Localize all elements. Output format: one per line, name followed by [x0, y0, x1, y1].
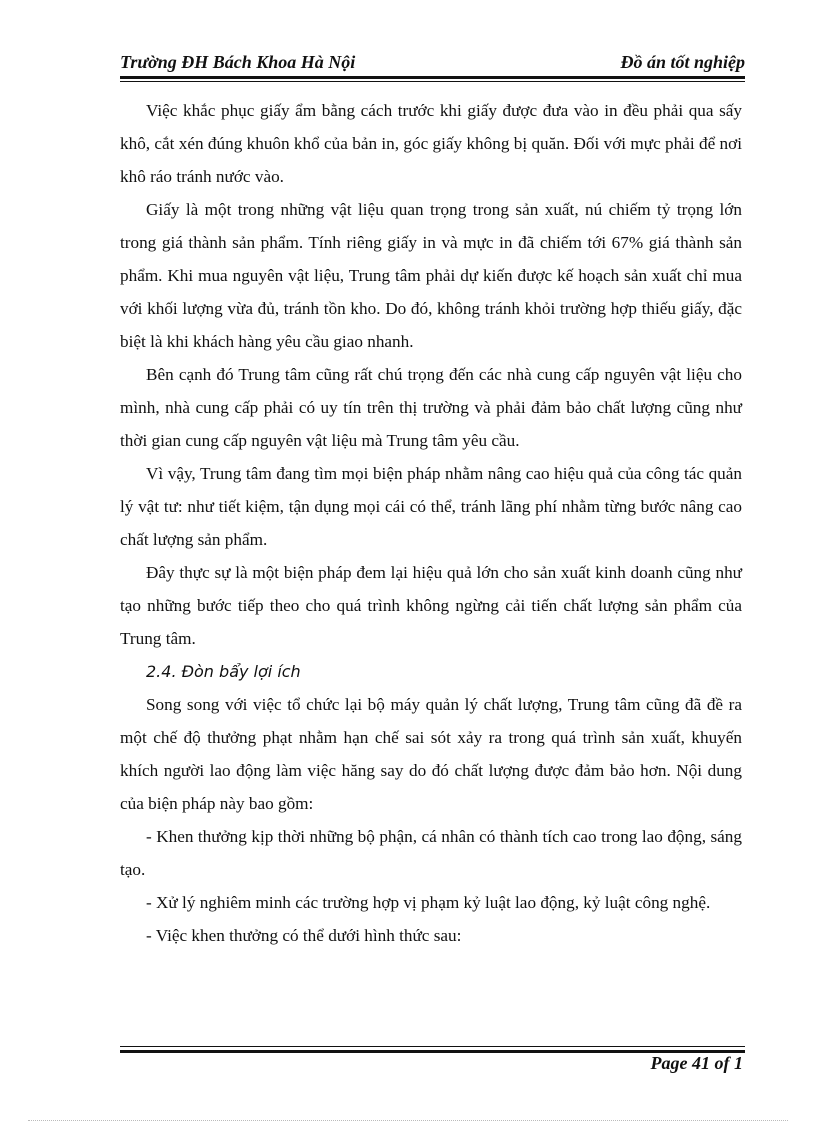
paragraph: Việc khắc phục giấy ẩm bằng cách trước khi giấy được đưa vào in đều phải qua sấy khô, cắt xén đúng khuôn khổ của bản in, góc giấy không bị quăn. Đối với mực phải để nơi khô ráo tránh nước vào. — [120, 101, 742, 186]
footer-rule-thin — [120, 1046, 745, 1047]
section-heading: 2.4. Đòn bẩy lợi ích — [146, 662, 301, 681]
page-header — [120, 52, 745, 74]
list-item: - Khen thưởng kịp thời những bộ phận, cá nhân có thành tích cao trong lao động, sáng tạo. — [120, 827, 742, 879]
paragraph: Giấy là một trong những vật liệu quan trọng trong sản xuất, nú chiếm tỷ trọng lớn trong giá thành sản phẩm. Tính riêng giấy in và mực in đã chiếm tới 67% giá thành sản phẩm. Khi mua nguyên vật liệu, Trung tâm phải dự kiến được kế hoạch sản xuất chỉ mua với khối lượng vừa đủ, tránh tồn kho. Do đó, không tránh khỏi trường hợp thiếu giấy, đặc biệt là khi khách hàng yêu cầu giao nhanh. — [120, 200, 742, 351]
paragraph: Bên cạnh đó Trung tâm cũng rất chú trọng đến các nhà cung cấp nguyên vật liệu cho mình, nhà cung cấp phải có uy tín trên thị trường và phải đảm bảo chất lượng cũng như thời gian cung cấp nguyên vật liệu mà Trung tâm yêu cầu. — [120, 365, 742, 450]
header-rule-thick — [120, 76, 745, 79]
page-edge-divider — [28, 1120, 788, 1121]
page-number: Page 41 of 1 — [650, 1053, 743, 1073]
list-item: - Xử lý nghiêm minh các trường hợp vị phạm kỷ luật lao động, kỷ luật công nghệ. — [146, 893, 711, 912]
header-doc-title: Đồ án tốt nghiệp — [620, 52, 745, 72]
paragraph: Vì vậy, Trung tâm đang tìm mọi biện pháp nhằm nâng cao hiệu quả của công tác quản lý vật tư: như tiết kiệm, tận dụng mọi cái có thể, tránh lãng phí nhằm từng bước nâng cao chất lượng sản phẩm. — [120, 464, 742, 549]
paragraph: Song song với việc tổ chức lại bộ máy quản lý chất lượng, Trung tâm cũng đã đề ra một chế độ thưởng phạt nhằm hạn chế sai sót xảy ra trong quá trình sản xuất, khuyến khích người lao động làm việc hăng say do đó chất lượng được đảm bảo hơn. Nội dung của biện pháp này bao gồm: — [120, 695, 742, 813]
header-school: Trường ĐH Bách Khoa Hà Nội — [120, 52, 356, 72]
header-rule-thin — [120, 81, 745, 82]
list-item: - Việc khen thưởng có thể dưới hình thức sau: — [146, 926, 462, 945]
paragraph: Đây thực sự là một biện pháp đem lại hiệu quả lớn cho sản xuất kinh doanh cũng như tạo những bước tiếp theo cho quá trình không ngừng cải tiến chất lượng sản phẩm của Trung tâm. — [120, 563, 742, 648]
document-body — [120, 94, 742, 952]
